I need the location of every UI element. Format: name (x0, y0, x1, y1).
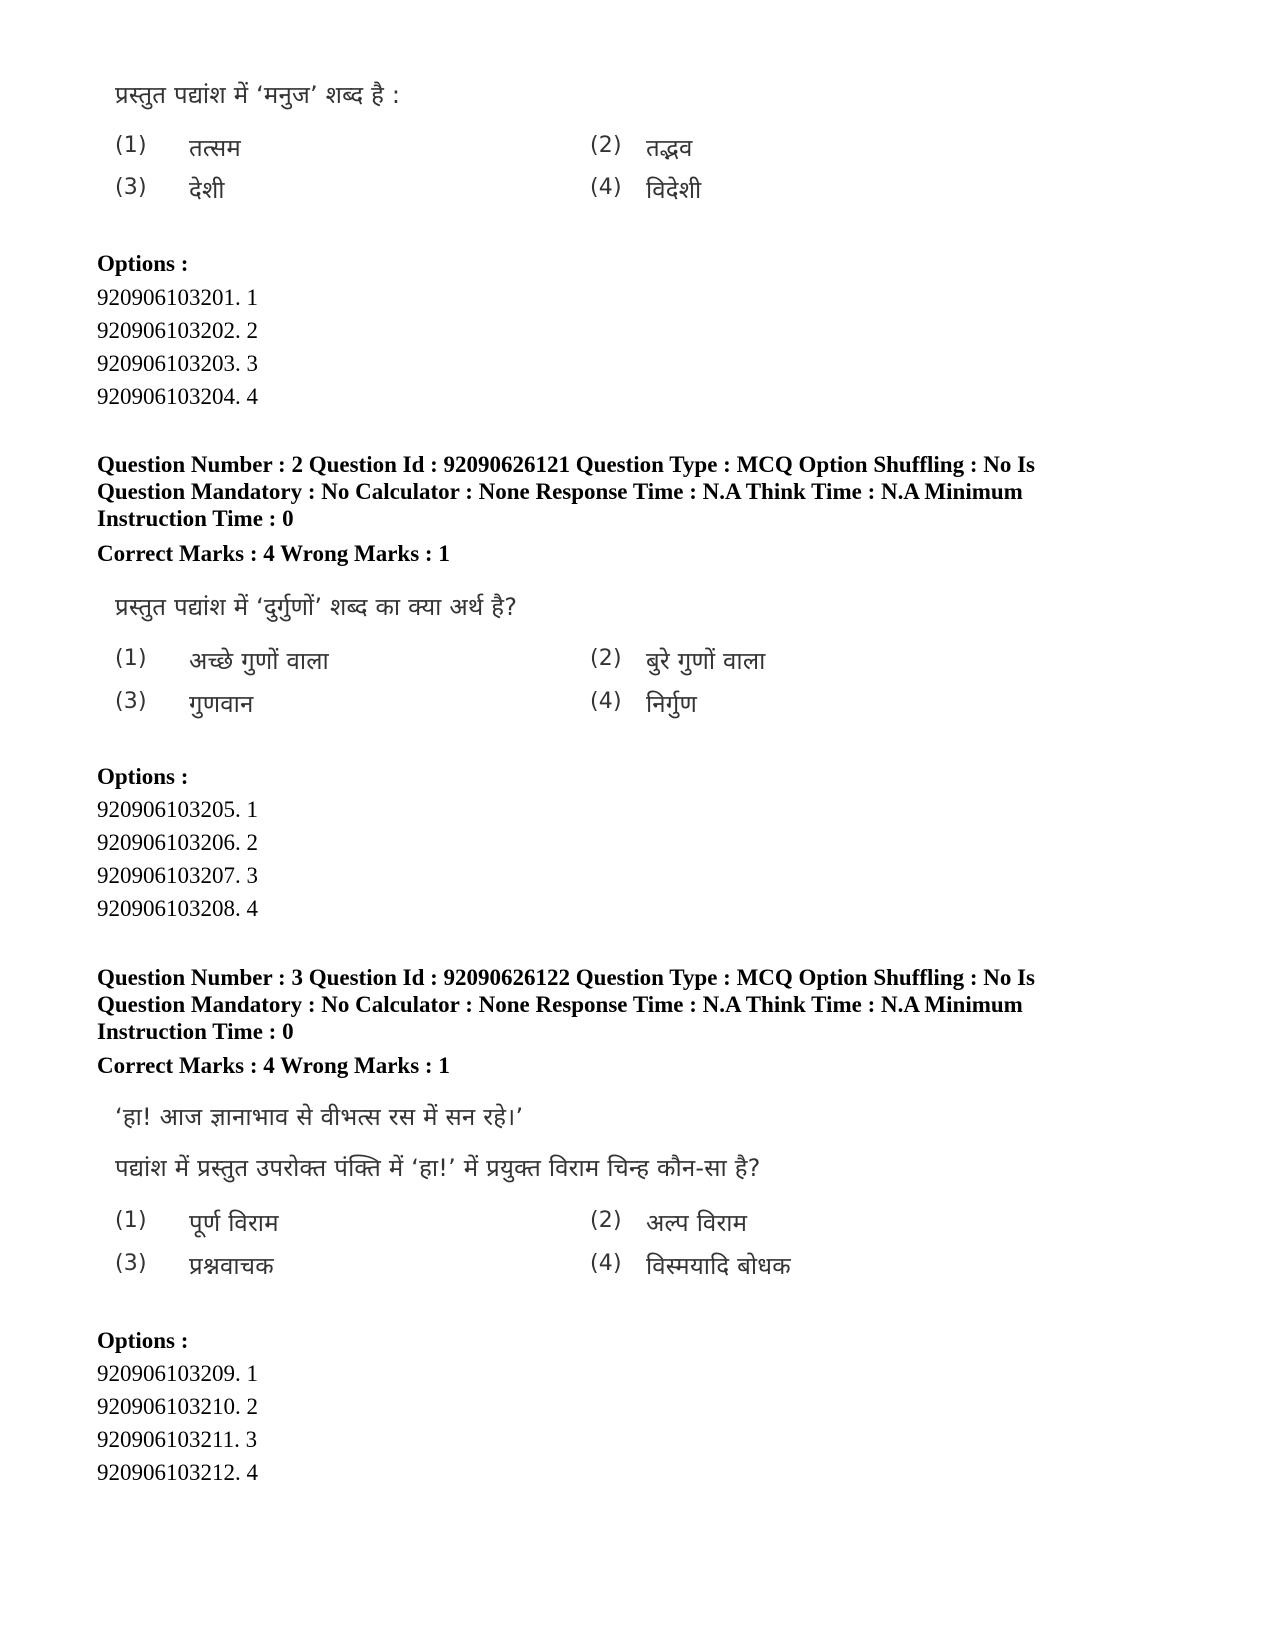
option-id: 920906103212. 4 (97, 1460, 258, 1485)
option-id: 920906103209. 1 (97, 1361, 258, 1386)
option-id: 920906103204. 4 (97, 384, 258, 409)
option-id: 920906103206. 2 (97, 830, 258, 855)
option-id: 920906103207. 3 (97, 863, 258, 888)
choice-text: अच्छे गुणों वाला (189, 647, 329, 675)
choice-number: (4) (590, 175, 622, 200)
question-passage-line: ‘हा! आज ज्ञानाभाव से वीभत्स रस में सन रहे।’ (115, 1103, 524, 1131)
option-id: 920906103211. 3 (97, 1427, 258, 1452)
options-heading: Options : (97, 1328, 189, 1353)
choice-number: (3) (115, 175, 147, 200)
question-prompt: प्रस्तुत पद्यांश में ‘मनुज’ शब्द है : (115, 81, 401, 109)
choice-number: (2) (590, 133, 622, 158)
choice-text: निर्गुण (646, 690, 697, 718)
choice-number: (2) (590, 1208, 622, 1233)
choice-number: (4) (590, 689, 622, 714)
option-id: 920906103202. 2 (97, 318, 258, 343)
question-prompt: प्रस्तुत पद्यांश में ‘दुर्गुणों’ शब्द का क्या अर्थ है? (115, 593, 518, 621)
choice-number: (1) (115, 133, 147, 158)
option-id: 920906103201. 1 (97, 285, 258, 310)
question-meta: Question Number : 2 Question Id : 92090626121 Question Type : MCQ Option Shuffling : No Is Question Mandatory : No Calculator : None Response Time : N.A Think Time : N.A Minimum Instruction Time : 0 (97, 452, 1036, 531)
option-id: 920906103203. 3 (97, 351, 258, 376)
question-marks: Correct Marks : 4 Wrong Marks : 1 (97, 541, 450, 566)
choice-text: देशी (189, 176, 225, 204)
choice-text: पूर्ण विराम (189, 1209, 279, 1237)
options-heading: Options : (97, 764, 189, 789)
choice-text: बुरे गुणों वाला (646, 647, 766, 675)
choice-number: (2) (590, 646, 622, 671)
option-id: 920906103210. 2 (97, 1394, 258, 1419)
choice-number: (3) (115, 1251, 147, 1276)
question-prompt: पद्यांश में प्रस्तुत उपरोक्त पंक्ति में ‘हा!’ में प्रयुक्त विराम चिन्ह कौन-सा है? (115, 1154, 761, 1182)
choice-text: विस्मयादि बोधक (646, 1252, 791, 1280)
choice-text: प्रश्नवाचक (189, 1252, 274, 1280)
choice-text: तत्सम (189, 134, 241, 162)
choice-text: अल्प विराम (646, 1209, 748, 1237)
option-id: 920906103205. 1 (97, 797, 258, 822)
choice-text: तद्भव (646, 134, 693, 162)
choice-number: (4) (590, 1251, 622, 1276)
choice-number: (1) (115, 1208, 147, 1233)
question-marks: Correct Marks : 4 Wrong Marks : 1 (97, 1053, 450, 1078)
choice-text: विदेशी (646, 176, 702, 204)
choice-number: (1) (115, 646, 147, 671)
choice-text: गुणवान (189, 690, 254, 718)
question-meta: Question Number : 3 Question Id : 92090626122 Question Type : MCQ Option Shuffling : No Is Question Mandatory : No Calculator : None Response Time : N.A Think Time : N.A Minimum Instruction Time : 0 (97, 965, 1036, 1044)
options-heading: Options : (97, 251, 189, 276)
option-id: 920906103208. 4 (97, 896, 258, 921)
choice-number: (3) (115, 689, 147, 714)
